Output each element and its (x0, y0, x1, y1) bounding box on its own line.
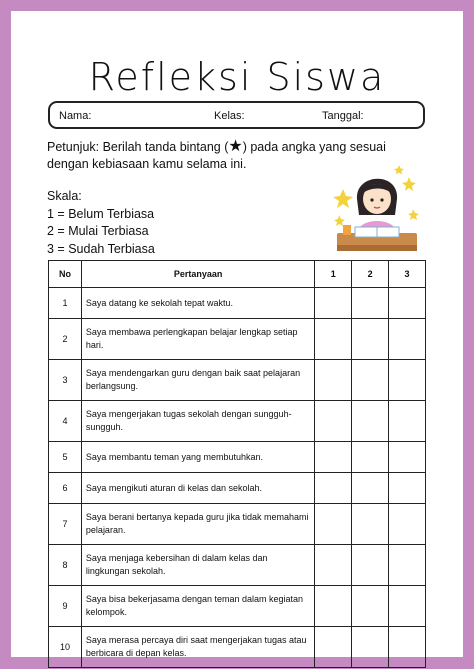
row-number: 4 (49, 401, 82, 442)
score-cell-2[interactable] (352, 586, 389, 627)
score-cell-3[interactable] (389, 442, 426, 473)
score-cell-1[interactable] (315, 442, 352, 473)
row-number: 8 (49, 545, 82, 586)
question-text: Saya membantu teman yang membutuhkan. (81, 442, 314, 473)
score-cell-3[interactable] (389, 360, 426, 401)
page-title: Refleksi Siswa (88, 55, 386, 99)
score-cell-3[interactable] (389, 545, 426, 586)
instruction-text-before: Petunjuk: Berilah tanda bintang ( (47, 140, 229, 154)
score-cell-3[interactable] (389, 473, 426, 504)
question-text: Saya menjaga kebersihan di dalam kelas dan lingkungan sekolah. (81, 545, 314, 586)
table-row (49, 360, 426, 401)
table-row (49, 319, 426, 360)
question-text: Saya mengikuti aturan di kelas dan sekolah. (81, 473, 314, 504)
score-cell-3[interactable] (389, 288, 426, 319)
score-cell-1[interactable] (315, 545, 352, 586)
scale-label: Skala: (47, 189, 82, 203)
score-cell-1[interactable] (315, 504, 352, 545)
score-cell-1[interactable] (315, 401, 352, 442)
scale-item: 1 = Belum Terbiasa (47, 206, 155, 221)
row-number: 9 (49, 586, 82, 627)
score-cell-2[interactable] (352, 545, 389, 586)
question-text: Saya merasa percaya diri saat mengerjakan tugas atau berbicara di depan kelas. (81, 627, 314, 668)
score-cell-1[interactable] (315, 288, 352, 319)
table-row (49, 545, 426, 586)
header-score-1: 1 (315, 261, 352, 288)
score-cell-1[interactable] (315, 586, 352, 627)
table-row (49, 442, 426, 473)
score-cell-3[interactable] (389, 319, 426, 360)
header-question: Pertanyaan (81, 261, 314, 288)
question-text: Saya berani bertanya kepada guru jika tidak memahami pelajaran. (81, 504, 314, 545)
row-number: 10 (49, 627, 82, 668)
student-info-box (48, 101, 425, 129)
header-no: No (49, 261, 82, 288)
score-cell-2[interactable] (352, 504, 389, 545)
score-cell-3[interactable] (389, 504, 426, 545)
question-text: Saya datang ke sekolah tepat waktu. (81, 288, 314, 319)
table-row (49, 401, 426, 442)
score-cell-1[interactable] (315, 319, 352, 360)
score-cell-2[interactable] (352, 288, 389, 319)
reflection-table (48, 260, 426, 668)
score-cell-2[interactable] (352, 627, 389, 668)
class-label: Kelas: (214, 110, 245, 122)
score-cell-2[interactable] (352, 473, 389, 504)
score-cell-1[interactable] (315, 627, 352, 668)
scale-legend (47, 188, 155, 258)
row-number: 2 (49, 319, 82, 360)
scale-item: 2 = Mulai Terbiasa (47, 224, 149, 238)
score-cell-1[interactable] (315, 473, 352, 504)
row-number: 7 (49, 504, 82, 545)
worksheet (11, 11, 463, 657)
header-score-3: 3 (389, 261, 426, 288)
score-cell-3[interactable] (389, 401, 426, 442)
score-cell-2[interactable] (352, 360, 389, 401)
question-text: Saya mengerjakan tugas sekolah dengan sungguh-sungguh. (81, 401, 314, 442)
table-row (49, 586, 426, 627)
table-row (49, 288, 426, 319)
score-cell-2[interactable] (352, 319, 389, 360)
score-cell-2[interactable] (352, 442, 389, 473)
table-row (49, 504, 426, 545)
question-text: Saya mendengarkan guru dengan baik saat pelajaran berlangsung. (81, 360, 314, 401)
score-cell-2[interactable] (352, 401, 389, 442)
question-text: Saya bisa bekerjasama dengan teman dalam kegiatan kelompok. (81, 586, 314, 627)
name-label: Nama: (59, 110, 92, 122)
score-cell-3[interactable] (389, 627, 426, 668)
table-row (49, 473, 426, 504)
score-cell-1[interactable] (315, 360, 352, 401)
instruction-text-after: ) pada angka yang sesuai dengan kebiasaan kamu selama ini. (47, 140, 386, 171)
star-icon: ★ (228, 138, 243, 155)
score-cell-3[interactable] (389, 586, 426, 627)
studying-girl-illustration (329, 159, 425, 255)
row-number: 5 (49, 442, 82, 473)
scale-item: 3 = Sudah Terbiasa (47, 241, 155, 256)
row-number: 6 (49, 473, 82, 504)
header-score-2: 2 (352, 261, 389, 288)
date-label: Tanggal: (322, 110, 364, 122)
row-number: 3 (49, 360, 82, 401)
table-row (49, 627, 426, 668)
question-text: Saya membawa perlengkapan belajar lengkap setiap hari. (81, 319, 314, 360)
row-number: 1 (49, 288, 82, 319)
